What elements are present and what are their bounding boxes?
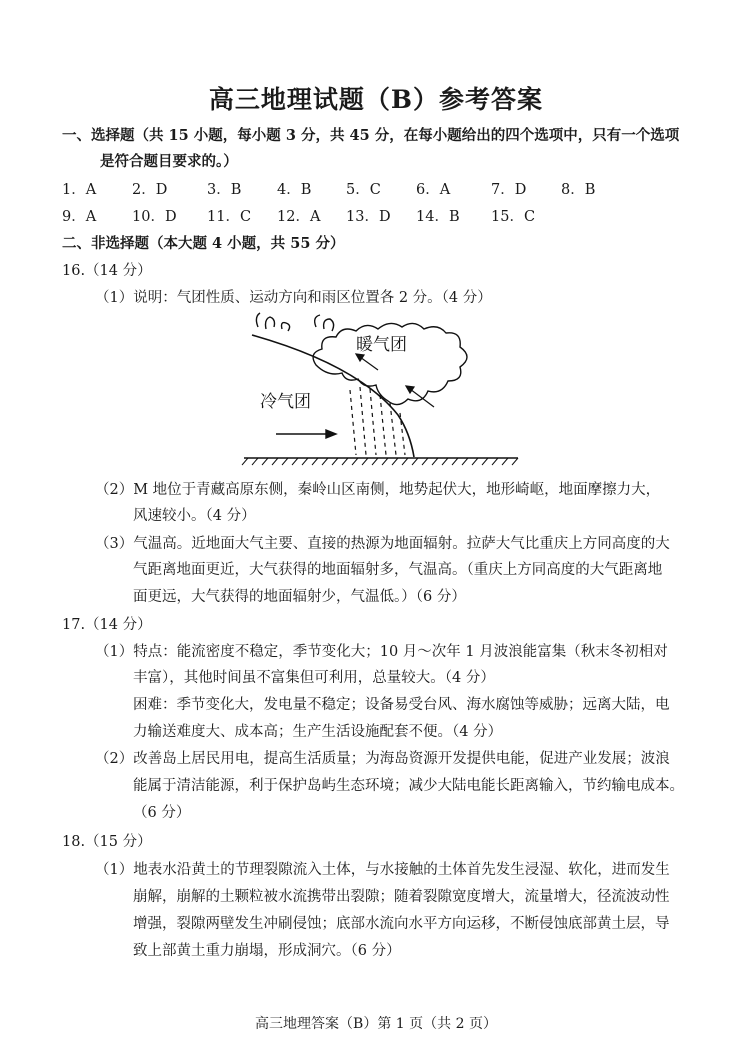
answer-item: 4．B <box>277 182 312 198</box>
weather-front-diagram <box>238 305 528 470</box>
answer-item: 15．C <box>491 209 536 225</box>
answer-item: 14．B <box>416 209 460 225</box>
answer-item: 10．D <box>132 209 177 225</box>
q16-part2-line2: 风速较小。（4 分） <box>133 508 256 524</box>
q18-part1-line4: 致上部黄土重力崩塌，形成洞穴。（6 分） <box>133 943 401 959</box>
q18-part1-line1: （1）地表水沿黄土的节理裂隙流入土体，与水接触的土体首先发生浸湿、软化，进而发生 <box>95 862 670 878</box>
cold-air-label: 冷气团 <box>260 392 311 412</box>
q18-part1-line2: 崩解，崩解的土颗粒被水流携带出裂隙；随着裂隙宽度增大，流量增大，径流波动性 <box>133 889 670 905</box>
section2-heading: 二、非选择题（本大题 4 小题，共 55 分） <box>62 235 345 252</box>
ground-hatching <box>242 458 518 465</box>
answer-item: 8．B <box>561 182 596 198</box>
answer-item: 2．D <box>132 182 168 198</box>
answer-item: 13．D <box>346 209 391 225</box>
section1-heading-line2: 是符合题目要求的。） <box>100 153 238 170</box>
q17-part1-line3: 困难：季节变化大，发电量不稳定；设备易受台风、海水腐蚀等威胁；远离大陆，电 <box>133 697 670 713</box>
q18-label: 18.（15 分） <box>62 834 152 850</box>
answer-item: 7．D <box>491 182 527 198</box>
q18-part1-line3: 增强，裂隙两壁发生冲刷侵蚀；底部水流向水平方向运移，不断侵蚀底部黄土层，导 <box>133 916 670 932</box>
q17-part1-line4: 力输送难度大、成本高；生产生活设施配套不便。（4 分） <box>133 724 503 740</box>
q16-part3-line2: 气距离地面更近，大气获得的地面辐射多，气温高。（重庆上方同高度的大气距离地 <box>133 562 663 578</box>
q16-part1: （1）说明：气团性质、运动方向和雨区位置各 2 分。（4 分） <box>95 290 492 306</box>
q17-label: 17.（14 分） <box>62 617 152 633</box>
cold-air-arrow <box>276 430 336 438</box>
small-cloud-icon <box>256 313 289 331</box>
answer-item: 12．A <box>277 209 321 225</box>
answers-row-1 <box>0 180 752 200</box>
q16-part3-line1: （3）气温高。近地面大气主要、直接的热源为地面辐射。拉萨大气比重庆上方同高度的大 <box>95 536 670 552</box>
q17-part1-line2: 丰富），其他时间虽不富集但可利用，总量较大。（4 分） <box>133 670 495 686</box>
q16-part3-line3: 面更远，大气获得的地面辐射少，气温低。）（6 分） <box>133 589 466 605</box>
q17-part2-line1: （2）改善岛上居民用电，提高生活质量；为海岛资源开发提供电能，促进产业发展；波浪 <box>95 751 670 767</box>
warm-air-label: 暖气团 <box>356 335 407 355</box>
answers-row-2 <box>0 207 752 227</box>
q17-part2-line3: （6 分） <box>133 805 191 821</box>
page-title: 高三地理试题（B）参考答案 <box>208 85 544 114</box>
small-cloud-icon <box>315 315 334 331</box>
q16-part2-line1: （2）M 地位于青藏高原东侧，秦岭山区南侧，地势起伏大，地形崎岖，地面摩擦力大， <box>95 482 661 498</box>
q16-label: 16.（14 分） <box>62 263 152 279</box>
section1-heading-line1: 一、选择题（共 15 小题，每小题 3 分，共 45 分，在每小题给出的四个选项中，只有一个选项 <box>62 127 680 144</box>
answer-item: 5．C <box>346 182 381 198</box>
q17-part2-line2: 能属于清洁能源，利于保护岛屿生态环境；减少大陆电能长距离输入，节约输电成本。 <box>133 778 684 794</box>
page-footer: 高三地理答案（B）第 1 页（共 2 页） <box>255 1016 497 1032</box>
answer-item: 9．A <box>62 209 97 225</box>
answer-item: 11．C <box>207 209 252 225</box>
answer-item: 1．A <box>62 182 97 198</box>
q17-part1-line1: （1）特点：能流密度不稳定，季节变化大；10 月～次年 1 月波浪能富集（秋末冬初相对 <box>95 644 668 660</box>
answer-item: 6．A <box>416 182 451 198</box>
answer-item: 3．B <box>207 182 242 198</box>
